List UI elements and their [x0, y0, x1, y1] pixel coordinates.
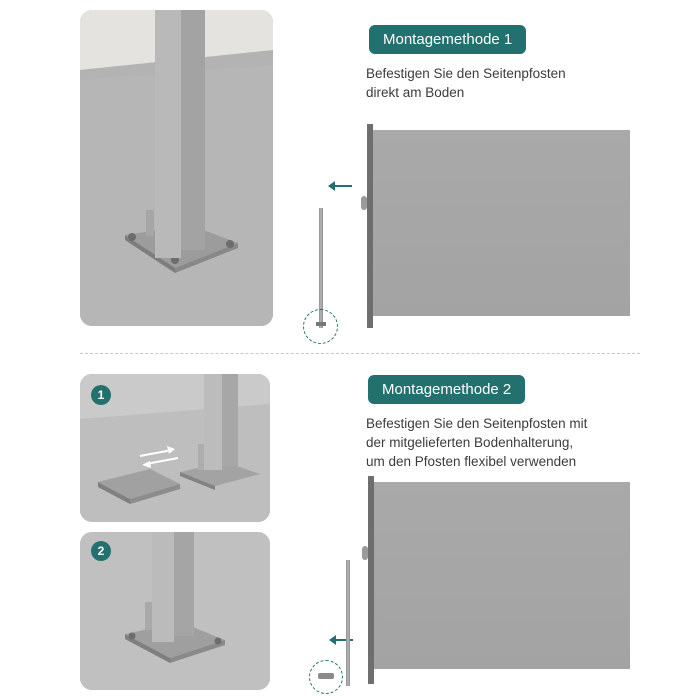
method2-line-1: Befestigen Sie den Seitenpfosten mit — [366, 416, 588, 431]
awning-handle-2 — [362, 546, 368, 560]
side-post-2 — [346, 560, 350, 686]
step-2-badge: 2 — [91, 541, 111, 561]
awning-handle-1 — [361, 196, 367, 210]
photo-post-floor-mount — [80, 10, 273, 326]
bracket-detail — [318, 673, 334, 679]
section-divider — [80, 353, 640, 354]
awning-screen-2 — [373, 482, 630, 669]
arrow-left-icon — [328, 181, 352, 191]
awning-screen-1 — [372, 130, 630, 316]
method1-title: Montagemethode 1 — [369, 25, 526, 54]
method1-line-1: Befestigen Sie den Seitenpfosten — [366, 66, 566, 81]
detail-circle-icon — [303, 309, 338, 344]
method2-line-2: der mitgelieferten Bodenhalterung, — [366, 435, 574, 450]
method2-title: Montagemethode 2 — [368, 375, 525, 404]
method1-line-2: direkt am Boden — [366, 85, 465, 100]
step-1-badge: 1 — [91, 385, 111, 405]
awning-cassette-2 — [368, 476, 374, 684]
method2-description — [366, 414, 587, 471]
awning-cassette-1 — [367, 124, 373, 328]
method2-line-3: um den Pfosten flexibel verwenden — [366, 454, 577, 469]
method1-description — [366, 64, 566, 102]
